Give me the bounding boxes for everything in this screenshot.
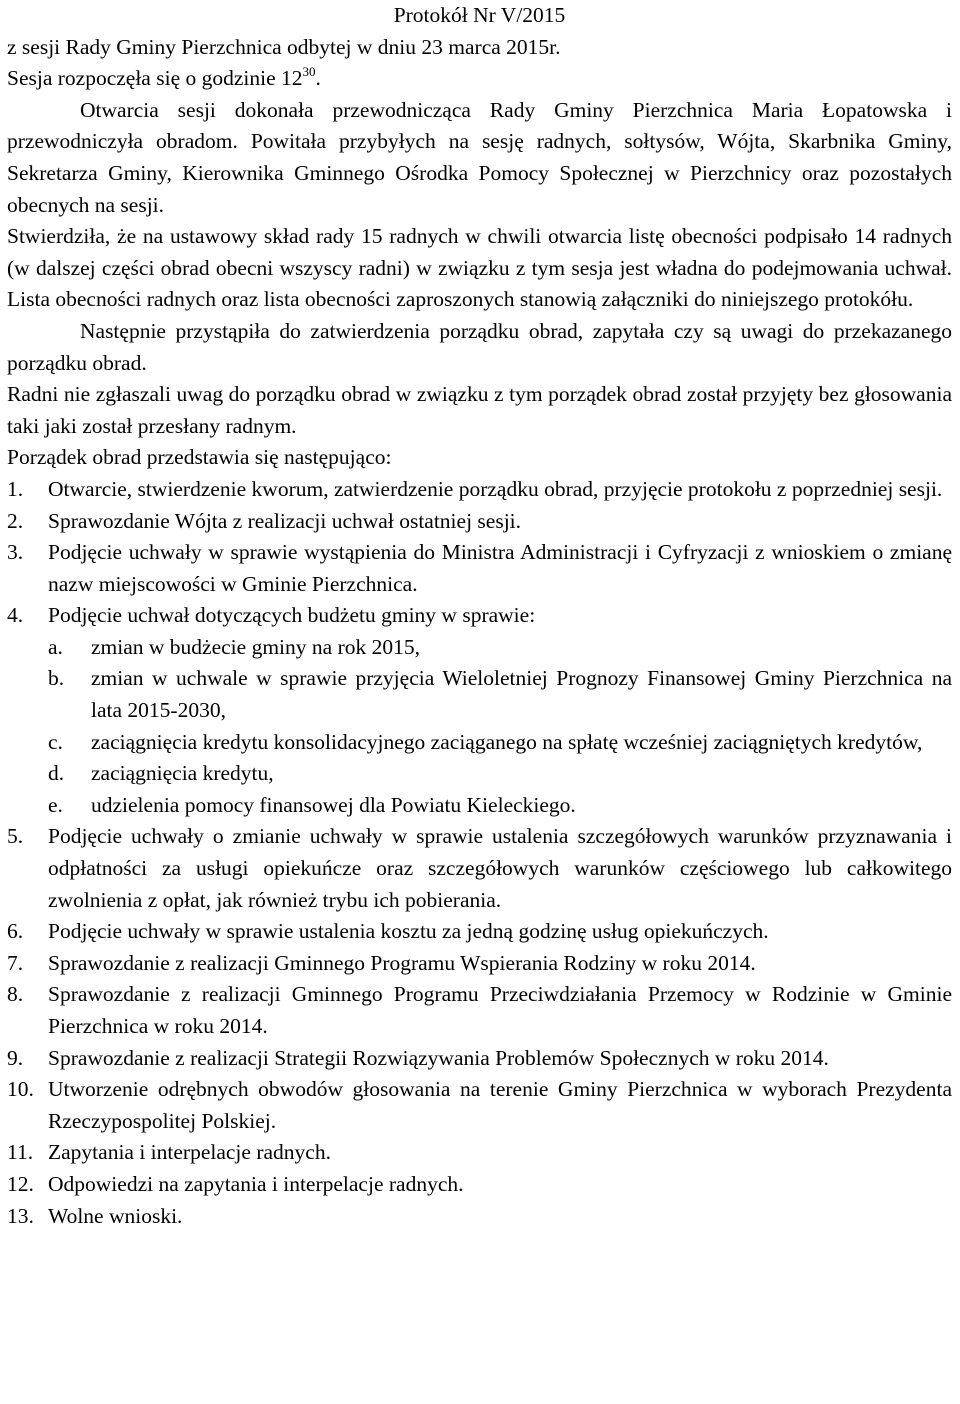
agenda-item-text: Sprawozdanie z realizacji Gminnego Programu Przeciwdziałania Przemocy w Rodzinie w Gminie Pierzchnica w roku 2014. [48, 982, 952, 1038]
agenda-item-text: Utworzenie odrębnych obwodów głosowania na terenie Gminy Pierzchnica w wyborach Prezydenta Rzeczypospolitej Polskiej. [48, 1077, 952, 1133]
agenda-item [7, 1043, 952, 1075]
session-start-minutes: 30 [302, 64, 316, 80]
budget-sublist [48, 632, 952, 822]
agenda-item-text: Podjęcie uchwały w sprawie wystąpienia do Ministra Administracji i Cyfryzacji z wnioskiem o zmianę nazw miejscowości w Gminie Pierzchnica. [48, 540, 952, 596]
agenda-item [7, 474, 952, 506]
budget-subitem-text: zmian w budżecie gminy na rok 2015, [91, 634, 420, 659]
agenda-item [7, 916, 952, 948]
agenda-item-text: Sprawozdanie z realizacji Strategii Rozwiązywania Problemów Społecznych w roku 2014. [48, 1045, 829, 1070]
agenda-item-number: 9. [7, 1045, 24, 1070]
agenda-item-text: Podjęcie uchwał dotyczących budżetu gminy w sprawie: [48, 603, 536, 628]
agenda-item-number: 2. [7, 508, 24, 533]
agenda-item-text: Odpowiedzi na zapytania i interpelacje radnych. [48, 1171, 464, 1196]
agenda-item-number: 7. [7, 950, 24, 975]
agenda-item-number: 6. [7, 919, 24, 944]
paragraph-agenda-intro: Następnie przystąpiła do zatwierdzenia porządku obrad, zapytała czy są uwagi do przekazanego porządku obrad. [7, 318, 952, 375]
agenda-item-number: 4. [7, 603, 24, 628]
agenda-item [7, 1137, 952, 1169]
budget-subitem-letter: e. [48, 792, 63, 817]
agenda-item [7, 979, 952, 1042]
agenda-item-text: Podjęcie uchwały o zmianie uchwały w sprawie ustalenia szczegółowych warunków przyznawania i odpłatności za usługi opiekuńcze oraz szczegółowych warunków częściowego lub całkowitego zwolnienia z opłat, jak również trybu ich pobierania. [48, 824, 952, 912]
budget-subitem [48, 663, 952, 726]
document-subtitle: z sesji Rady Gminy Pierzchnica odbytej w dniu 23 marca 2015r. [7, 34, 561, 59]
agenda-heading: Porządek obrad przedstawia się następująco: [7, 445, 392, 470]
agenda-item-number: 13. [7, 1203, 34, 1228]
budget-subitem [48, 632, 952, 664]
agenda-item-text: Sprawozdanie Wójta z realizacji uchwał ostatniej sesji. [48, 508, 522, 533]
budget-subitem-text: udzielenia pomocy finansowej dla Powiatu Kieleckiego. [91, 792, 576, 817]
agenda-item [7, 948, 952, 980]
paragraph-quorum: Stwierdziła, że na ustawowy skład rady 15 radnych w chwili otwarcia listę obecności podpisało 14 radnych (w dalszej części obrad obecni wszyscy radni) w związku z tym sesja jest władna do podejmowania uchwał. Lista obecności radnych oraz lista obecności zaproszonych stanowią załączniki do niniejszego protokółu. [7, 224, 952, 312]
agenda-item-number: 8. [7, 982, 24, 1007]
agenda-item [7, 1169, 952, 1201]
agenda-item-number: 5. [7, 824, 24, 849]
budget-subitem [48, 790, 952, 822]
budget-subitem-letter: a. [48, 634, 63, 659]
agenda-item-text: Zapytania i interpelacje radnych. [48, 1140, 331, 1165]
budget-subitem [48, 727, 952, 759]
paragraph-no-remarks: Radni nie zgłaszali uwag do porządku obrad w związku z tym porządek obrad został przyjęty bez głosowania taki jaki został przesłany radnym. [7, 382, 952, 438]
agenda-item-number: 3. [7, 540, 24, 565]
document-title: Protokół Nr V/2015 [393, 3, 566, 27]
agenda-item [7, 1074, 952, 1137]
agenda-item-text: Sprawozdanie z realizacji Gminnego Programu Wspierania Rodziny w roku 2014. [48, 950, 756, 975]
agenda-item-text: Otwarcie, stwierdzenie kworum, zatwierdzenie porządku obrad, przyjęcie protokołu z poprzedniej sesji. [48, 476, 943, 501]
agenda-list [7, 474, 952, 1232]
agenda-item-number: 11. [7, 1140, 34, 1165]
agenda-item [7, 506, 952, 538]
budget-subitem-letter: d. [48, 761, 65, 786]
agenda-item [7, 600, 952, 821]
agenda-item-number: 1. [7, 476, 24, 501]
budget-subitem-text: zaciągnięcia kredytu, [91, 761, 274, 786]
session-start-end: . [315, 66, 321, 91]
agenda-item [7, 821, 952, 916]
budget-subitem-letter: b. [48, 666, 65, 691]
budget-subitem-letter: c. [48, 729, 63, 754]
budget-subitem-text: zaciągnięcia kredytu konsolidacyjnego zaciąganego na spłatę wcześniej zaciągniętych kredytów, [91, 729, 923, 754]
paragraph-opening: Otwarcia sesji dokonała przewodnicząca Rady Gminy Pierzchnica Maria Łopatowska i przewodniczyła obradom. Powitała przybyłych na sesję radnych, sołtysów, Wójta, Skarbnika Gminy, Sekretarza Gminy, Kierownika Gminnego Ośrodka Pomocy Społecznej w Pierzchnicy oraz pozostałych obecnych na sesji. [7, 97, 952, 217]
agenda-item [7, 1201, 952, 1233]
agenda-item-text: Podjęcie uchwały w sprawie ustalenia kosztu za jedną godzinę usług opiekuńczych. [48, 919, 769, 944]
session-start-line [7, 63, 952, 95]
agenda-item-text: Wolne wnioski. [48, 1203, 183, 1228]
agenda-item-number: 12. [7, 1171, 34, 1196]
agenda-item-body [48, 600, 952, 821]
agenda-item [7, 537, 952, 600]
budget-subitem-text: zmian w uchwale w sprawie przyjęcia Wieloletniej Prognozy Finansowej Gminy Pierzchnica na lata 2015-2030, [91, 666, 952, 723]
budget-subitem [48, 758, 952, 790]
session-start-text: Sesja rozpoczęła się o godzinie 12 [7, 66, 303, 91]
agenda-item-number: 10. [7, 1077, 34, 1102]
